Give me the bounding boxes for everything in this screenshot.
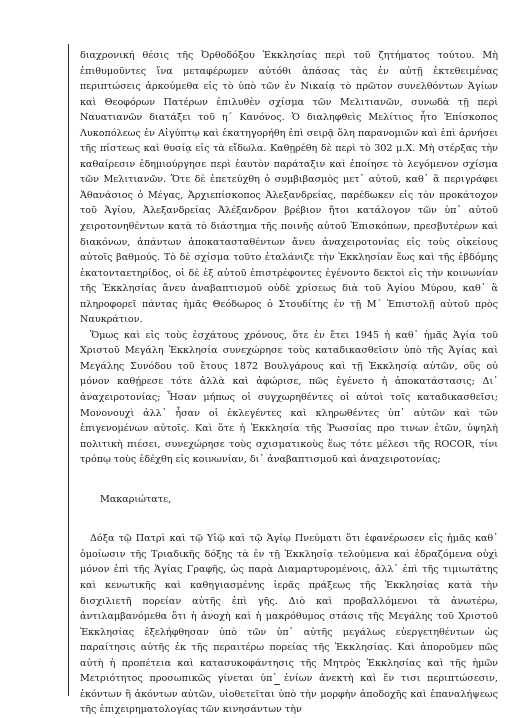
salutation: Μακαριώτατε, (100, 493, 172, 505)
page-number-mark (274, 684, 280, 685)
paragraph-bulgarians: Ὅμως καὶ εἰς τοὺς ἐσχάτους χρόνους, ὅτε ἐν ἔτει 1945 ἡ καθ᾽ ἡμᾶς Ἁγία τοῦ Χριστοῦ Μεγάλη Ἐκκλησία συνεχώρησε τοὺς καταδικασθεῖσιν ὑπὸ τῆς Ἁγίας καὶ Μεγάλης Συνόδου τοῦ ἔτους 1872 Βουλγάρους καὶ τῇ Ἐκκλησίᾳ αὐτῶν, οὓς οὐ μόνον καθῄρεσε τότε ἀλλὰ καὶ ἀφώρισε, πῶς ἐγένετο ἡ ἀποκατάστασις; Δι᾽ ἀναχειροτονίας; Ἦσαν μήπως οἱ συγχωρηθέντες οἱ αὐτοὶ τοῖς καταδικασθεῖσι; Μονονουχὶ ἀλλ᾽ ἦσαν οἱ ἐκλεγέντες καὶ κληρωθέντες ὑπ᾽ αὐτῶν καὶ τῶν ἐπιγενομένων αὐτοῖς. Καὶ ὅτε ἡ Ἐκκλησία τῆς Ῥωσσίας προ τινων ἐτῶν, ὑψηλὴ πολιτικὴ πιέσει, συνεχώρησε τοὺς σχισματικοὺς ἕως τότε μέλεσι τῆς ROCOR, τίνι τρόπῳ τοὺς ἐδέχθη εἰς κοινωνίαν, δι᾽ ἀναβαπτισμοῦ καὶ ἀναχειροτονίας; (80, 329, 498, 466)
margin-rule (68, 44, 69, 696)
paragraph-doxology: Δόξα τῷ Πατρὶ καὶ τῷ Υἱῷ καὶ τῷ Ἁγίῳ Πνεύματι ὅτι ἐφανέρωσεν εἰς ἡμᾶς καθ᾽ ὁμοίωσιν τῆς Τριαδικῆς δόξης τὰ ἐν τῇ Ἐκκλησίᾳ τελούμενα καὶ ἑδραζόμενα οὐχὶ μόνον ἐπὶ τῆς Ἁγίας Γραφῆς, ὡς παρὰ Διαμαρτυρομένοις, ἀλλ᾽ ἐπὶ τῆς τιμιωτάτης καὶ κενωτικῆς καὶ καθηγιασμένης ἱερᾶς πράξεως τῆς Ἐκκλησίας κατὰ τὴν δισχιλιετῆ πορείαν αὐτῆς ἐπὶ γῆς. Διὸ καὶ προβαλλόμενοι τὰ ἀνωτέρω, ἀντιλαμβανόμεθα ὅτι ἡ ἀνοχὴ καὶ ἡ μακρόθυμος στάσις τῆς Μεγάλης τοῦ Χριστοῦ Ἐκκλησίας ἐξελήφθησαν ὑπὸ τῶν ὑπ᾽ αὐτῆς μεγάλως εὐεργετηθέντων ὡς παραίτησις αὐτῆς ἐκ τῆς περαιτέρω πορείας τῆς Ἐκκλησίας. Καὶ ἀποροῦμεν πῶς αὐτὴ ἡ προπέτεια καὶ κατασυκοφάντησις τῆς Μητρὸς Ἐκκλησίας καὶ τῆς ἡμῶν Μετριότητος προσωπικῶς γίνεται ὑπ᾽ ἐνίων ἀνεκτὴ καὶ ἔν τισι περιπτώσεσιν, ἑκόντων ἢ ἀκόντων αὐτῶν, υἱοθετεῖται ὑπὸ τὴν μορφὴν ἀποδοχῆς καὶ ἐπαναλήψεως τῆς ἐπιχειρηματολογίας τῶν κινησάντων τὴν (80, 533, 498, 716)
document-body (80, 48, 498, 718)
paragraph-continuation: διαχρονική θέσις τῆς Ὀρθοδόξου Ἐκκλησίας περὶ τοῦ ζητήματος τούτου. Μὴ ἐπιθυμοῦντες ἵνα μεταφέρωμεν αὐτόθι ἁπάσας τὰς ἐν αὐτῇ ἐκτεθειμένας περιπτώσεις ἀρκούμεθα εἰς τὸ ὑπὸ τῶν ἐν Νικαίᾳ τὸ πρῶτον συνελθόντων Ἁγίων καὶ Θεοφόρων Πατέρων ἐπιλυθὲν σχίσμα τῶν Μελιτιανῶν, συνωδὰ τῇ περὶ Ναυατιανῶν διατάξει τοῦ η΄ Κανόνος. Ὁ διαληφθεὶς Μελίτιος ἦτο Ἐπίσκοπος Λυκοπόλεως ἐν Αἰγύπτῳ καὶ ἐκατηγορήθη ἐπὶ σειρᾷ ὅλη παρανομιῶν καὶ ἐπὶ ἀρνήσει τῆς πίστεως καὶ θυσίᾳ εἰς τὰ εἴδωλα. Καθῃρέθη δὲ περὶ τὸ 302 μ.Χ. Μὴ στέρξας τὴν καθαίρεσιν ἐδημιούργησε περὶ ἑαυτὸν παράταξιν καὶ ἐποίησε τὸ λεγόμενον σχίσμα τῶν Μελιτιανῶν. Ὅτε δὲ ἐπετεύχθη ὁ συμβιβασμὸς μετ᾽ αὐτοῦ, καθ᾽ ἃ περιγράφει Ἀθανάσιος ὁ Μέγας, Ἀρχιεπίσκοπος Ἀλεξανδρείας, παρέδωκεν εἰς τὸν προκάτοχον τοῦ Ἁγίου, Ἀλεξανδρείας Ἀλέξανδρον βρέβιον ἤτοι κατάλογον τῶν ὑπ᾽ αὐτοῦ χειροτονηθέντων κατὰ τὸ διάστημα τῆς ποινῆς αὐτοῦ Ἐπισκόπων, πρεσβυτέρων καὶ διακόνων, ἁπάντων ἀποκατασταθέντων ἄνευ ἀναχειροτονίας εἰς τοὺς οἰκείους αὐτοῖς βαθμούς. Τὸ δὲ σχίσμα τοῦτο ἐταλάνιζε τὴν Ἐκκλησίαν ἕως καὶ τῆς ἑβδόμης ἑκατονταετηρίδος, οἱ δὲ ἐξ αὐτοῦ ἐπιστρέφοντες ἐγένοντο δεκτοὶ εἰς τὴν κοινωνίαν τῆς Ἐκκλησίας ἄνευ ἀναβαπτισμοῦ οὐδὲ χρίσεως διὰ τοῦ Ἁγίου Μύρου, καθ᾽ ἃ πληροφορεῖ πάντας ἡμᾶς Θεόδωρος ὁ Στουδίτης ἐν τῇ Μ΄ Ἐπιστολῇ αὐτοῦ πρὸς Ναυκράτιον. (80, 50, 498, 326)
